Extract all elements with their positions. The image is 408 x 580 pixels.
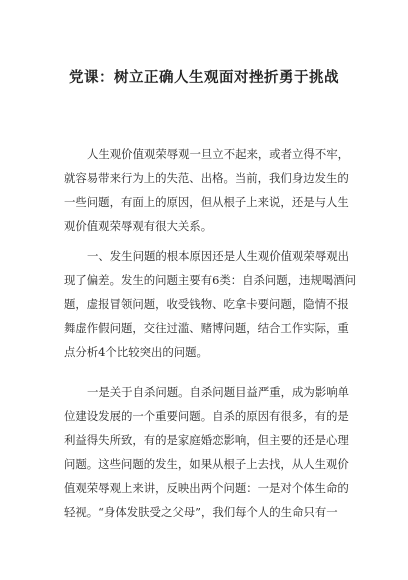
paragraph-line: 一些问题，有面上的原因，但从根子上来说，还是与人生 xyxy=(64,195,349,209)
paragraph-line: 一、发生问题的根本原因还是人生观价值观荣辱观出 xyxy=(87,249,349,263)
paragraph-line: 一是关于自杀问题。自杀问题目益严重，成为影响单 xyxy=(87,385,349,399)
paragraph-line: 利益得失所致，有的是家庭婚恋影响，但主要的还是心理 xyxy=(64,433,349,447)
paragraph-line: 现了偏差。发生的问题主要有6类：自杀问题，违规喝酒问 xyxy=(64,273,357,287)
paragraph-line: 问题。这些问题的发生，如果从根子上去找，从人生观价 xyxy=(64,457,349,471)
paragraph-line: 就容易带来行为上的失范、出格。当前，我们身边发生的 xyxy=(64,171,349,185)
paragraph-line: 轻视。“身体发肤受之父母”，我们每个人的生命只有一 xyxy=(64,505,338,519)
paragraph-line: 题，虚报冒领问题，收受钱物、吃拿卡要问题，隐情不报 xyxy=(64,297,349,311)
paragraph-line: 舞虚作假问题，交往过滥、赌博问题，结合工作实际，重 xyxy=(64,321,349,335)
paragraph-line: 值观荣辱观上来讲，反映出两个问题：一是对个体生命的 xyxy=(64,481,349,495)
paragraph-1 xyxy=(64,142,348,238)
paragraph-line: 观价值观荣辱观有很大关系。 xyxy=(64,219,213,233)
paragraph-2 xyxy=(64,244,357,364)
paragraph-line: 点分析4个比较突出的问题。 xyxy=(64,345,208,359)
paragraph-3 xyxy=(64,380,348,524)
paragraph-line: 人生观价值观荣辱观一旦立不起来，或者立得不牢， xyxy=(87,147,349,161)
document-title: 党课：树立正确人生观面对挫折勇于挑战 xyxy=(69,70,339,86)
paragraph-line: 位建设发展的一个重要问题。自杀的原因有很多，有的是 xyxy=(64,409,349,423)
